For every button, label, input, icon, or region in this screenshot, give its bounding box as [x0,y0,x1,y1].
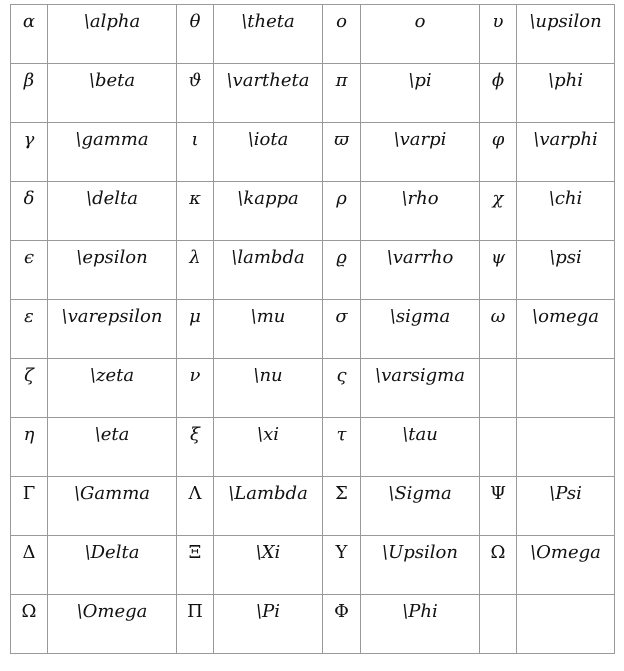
latex-command-cell: \varphi [517,123,615,182]
latex-command-cell: \beta [48,64,177,123]
latex-command-cell: \Upsilon [361,536,480,595]
greek-symbol-cell: φ [480,123,517,182]
latex-command-cell: \Lambda [214,477,323,536]
latex-command-cell: \vartheta [214,64,323,123]
greek-symbol-cell: σ [323,300,361,359]
latex-command-cell: o [361,5,480,64]
latex-command-cell: \lambda [214,241,323,300]
greek-symbol-cell: κ [177,182,214,241]
latex-command-cell: \nu [214,359,323,418]
latex-command-cell: \varepsilon [48,300,177,359]
latex-command-cell: \Xi [214,536,323,595]
latex-command-cell [517,359,615,418]
table-row [11,300,615,359]
greek-table-body [11,5,615,654]
latex-command-cell: \phi [517,64,615,123]
latex-command-cell: \epsilon [48,241,177,300]
latex-command-cell: \Psi [517,477,615,536]
table-row [11,536,615,595]
greek-symbol-cell: ϕ [480,64,517,123]
greek-symbol-cell: ξ [177,418,214,477]
latex-command-cell: \xi [214,418,323,477]
table-row [11,182,615,241]
table-row [11,595,615,654]
greek-symbol-cell: Υ [323,536,361,595]
latex-command-cell: \zeta [48,359,177,418]
greek-symbol-cell: ζ [11,359,48,418]
greek-symbol-cell: ε [11,300,48,359]
greek-symbol-cell: ψ [480,241,517,300]
latex-command-cell: \eta [48,418,177,477]
greek-symbol-cell: o [323,5,361,64]
greek-symbol-cell: ϖ [323,123,361,182]
latex-command-cell: \varsigma [361,359,480,418]
greek-symbol-cell: ϵ [11,241,48,300]
greek-symbol-cell: μ [177,300,214,359]
latex-command-cell: \sigma [361,300,480,359]
latex-command-cell [517,418,615,477]
greek-symbol-cell: ϱ [323,241,361,300]
table-row [11,477,615,536]
latex-command-cell [517,595,615,654]
greek-symbol-cell: β [11,64,48,123]
latex-command-cell: \kappa [214,182,323,241]
greek-symbol-cell: ν [177,359,214,418]
greek-symbol-cell: Λ [177,477,214,536]
latex-command-cell: \varpi [361,123,480,182]
greek-symbol-cell: τ [323,418,361,477]
greek-symbol-cell: Ω [480,536,517,595]
table-row [11,241,615,300]
latex-command-cell: \Omega [48,595,177,654]
greek-symbol-cell: Ψ [480,477,517,536]
greek-symbol-cell: ϑ [177,64,214,123]
greek-symbol-cell: η [11,418,48,477]
latex-command-cell: \mu [214,300,323,359]
latex-command-cell: \pi [361,64,480,123]
latex-command-cell: \theta [214,5,323,64]
greek-symbol-cell: υ [480,5,517,64]
latex-command-cell: \Omega [517,536,615,595]
greek-symbol-cell: ι [177,123,214,182]
greek-symbol-cell: Ω [11,595,48,654]
greek-symbol-cell: δ [11,182,48,241]
latex-command-cell: \upsilon [517,5,615,64]
greek-symbol-cell: λ [177,241,214,300]
greek-symbol-cell [480,595,517,654]
latex-command-cell: \omega [517,300,615,359]
latex-command-cell: \Sigma [361,477,480,536]
greek-symbol-cell: α [11,5,48,64]
greek-symbol-cell [480,359,517,418]
latex-command-cell: \gamma [48,123,177,182]
greek-symbol-cell: γ [11,123,48,182]
greek-symbol-cell: χ [480,182,517,241]
latex-command-cell: \rho [361,182,480,241]
latex-command-cell: \tau [361,418,480,477]
latex-command-cell: \iota [214,123,323,182]
table-row [11,418,615,477]
greek-symbol-cell: ς [323,359,361,418]
greek-symbol-cell: ρ [323,182,361,241]
table-row [11,64,615,123]
greek-symbol-cell: Ξ [177,536,214,595]
latex-command-cell: \Delta [48,536,177,595]
table-row [11,359,615,418]
table-row [11,5,615,64]
latex-command-cell: \Pi [214,595,323,654]
greek-symbol-cell: Γ [11,477,48,536]
greek-symbol-cell: Σ [323,477,361,536]
latex-command-cell: \varrho [361,241,480,300]
greek-symbol-cell: Π [177,595,214,654]
latex-command-cell: \chi [517,182,615,241]
greek-symbol-cell: θ [177,5,214,64]
greek-symbol-cell: Δ [11,536,48,595]
latex-command-cell: \delta [48,182,177,241]
greek-symbol-cell [480,418,517,477]
greek-symbol-cell: Φ [323,595,361,654]
latex-command-cell: \Phi [361,595,480,654]
table-row [11,123,615,182]
greek-symbol-cell: ω [480,300,517,359]
latex-command-cell: \psi [517,241,615,300]
latex-command-cell: \alpha [48,5,177,64]
greek-letters-table [10,4,615,654]
greek-symbol-cell: π [323,64,361,123]
latex-command-cell: \Gamma [48,477,177,536]
